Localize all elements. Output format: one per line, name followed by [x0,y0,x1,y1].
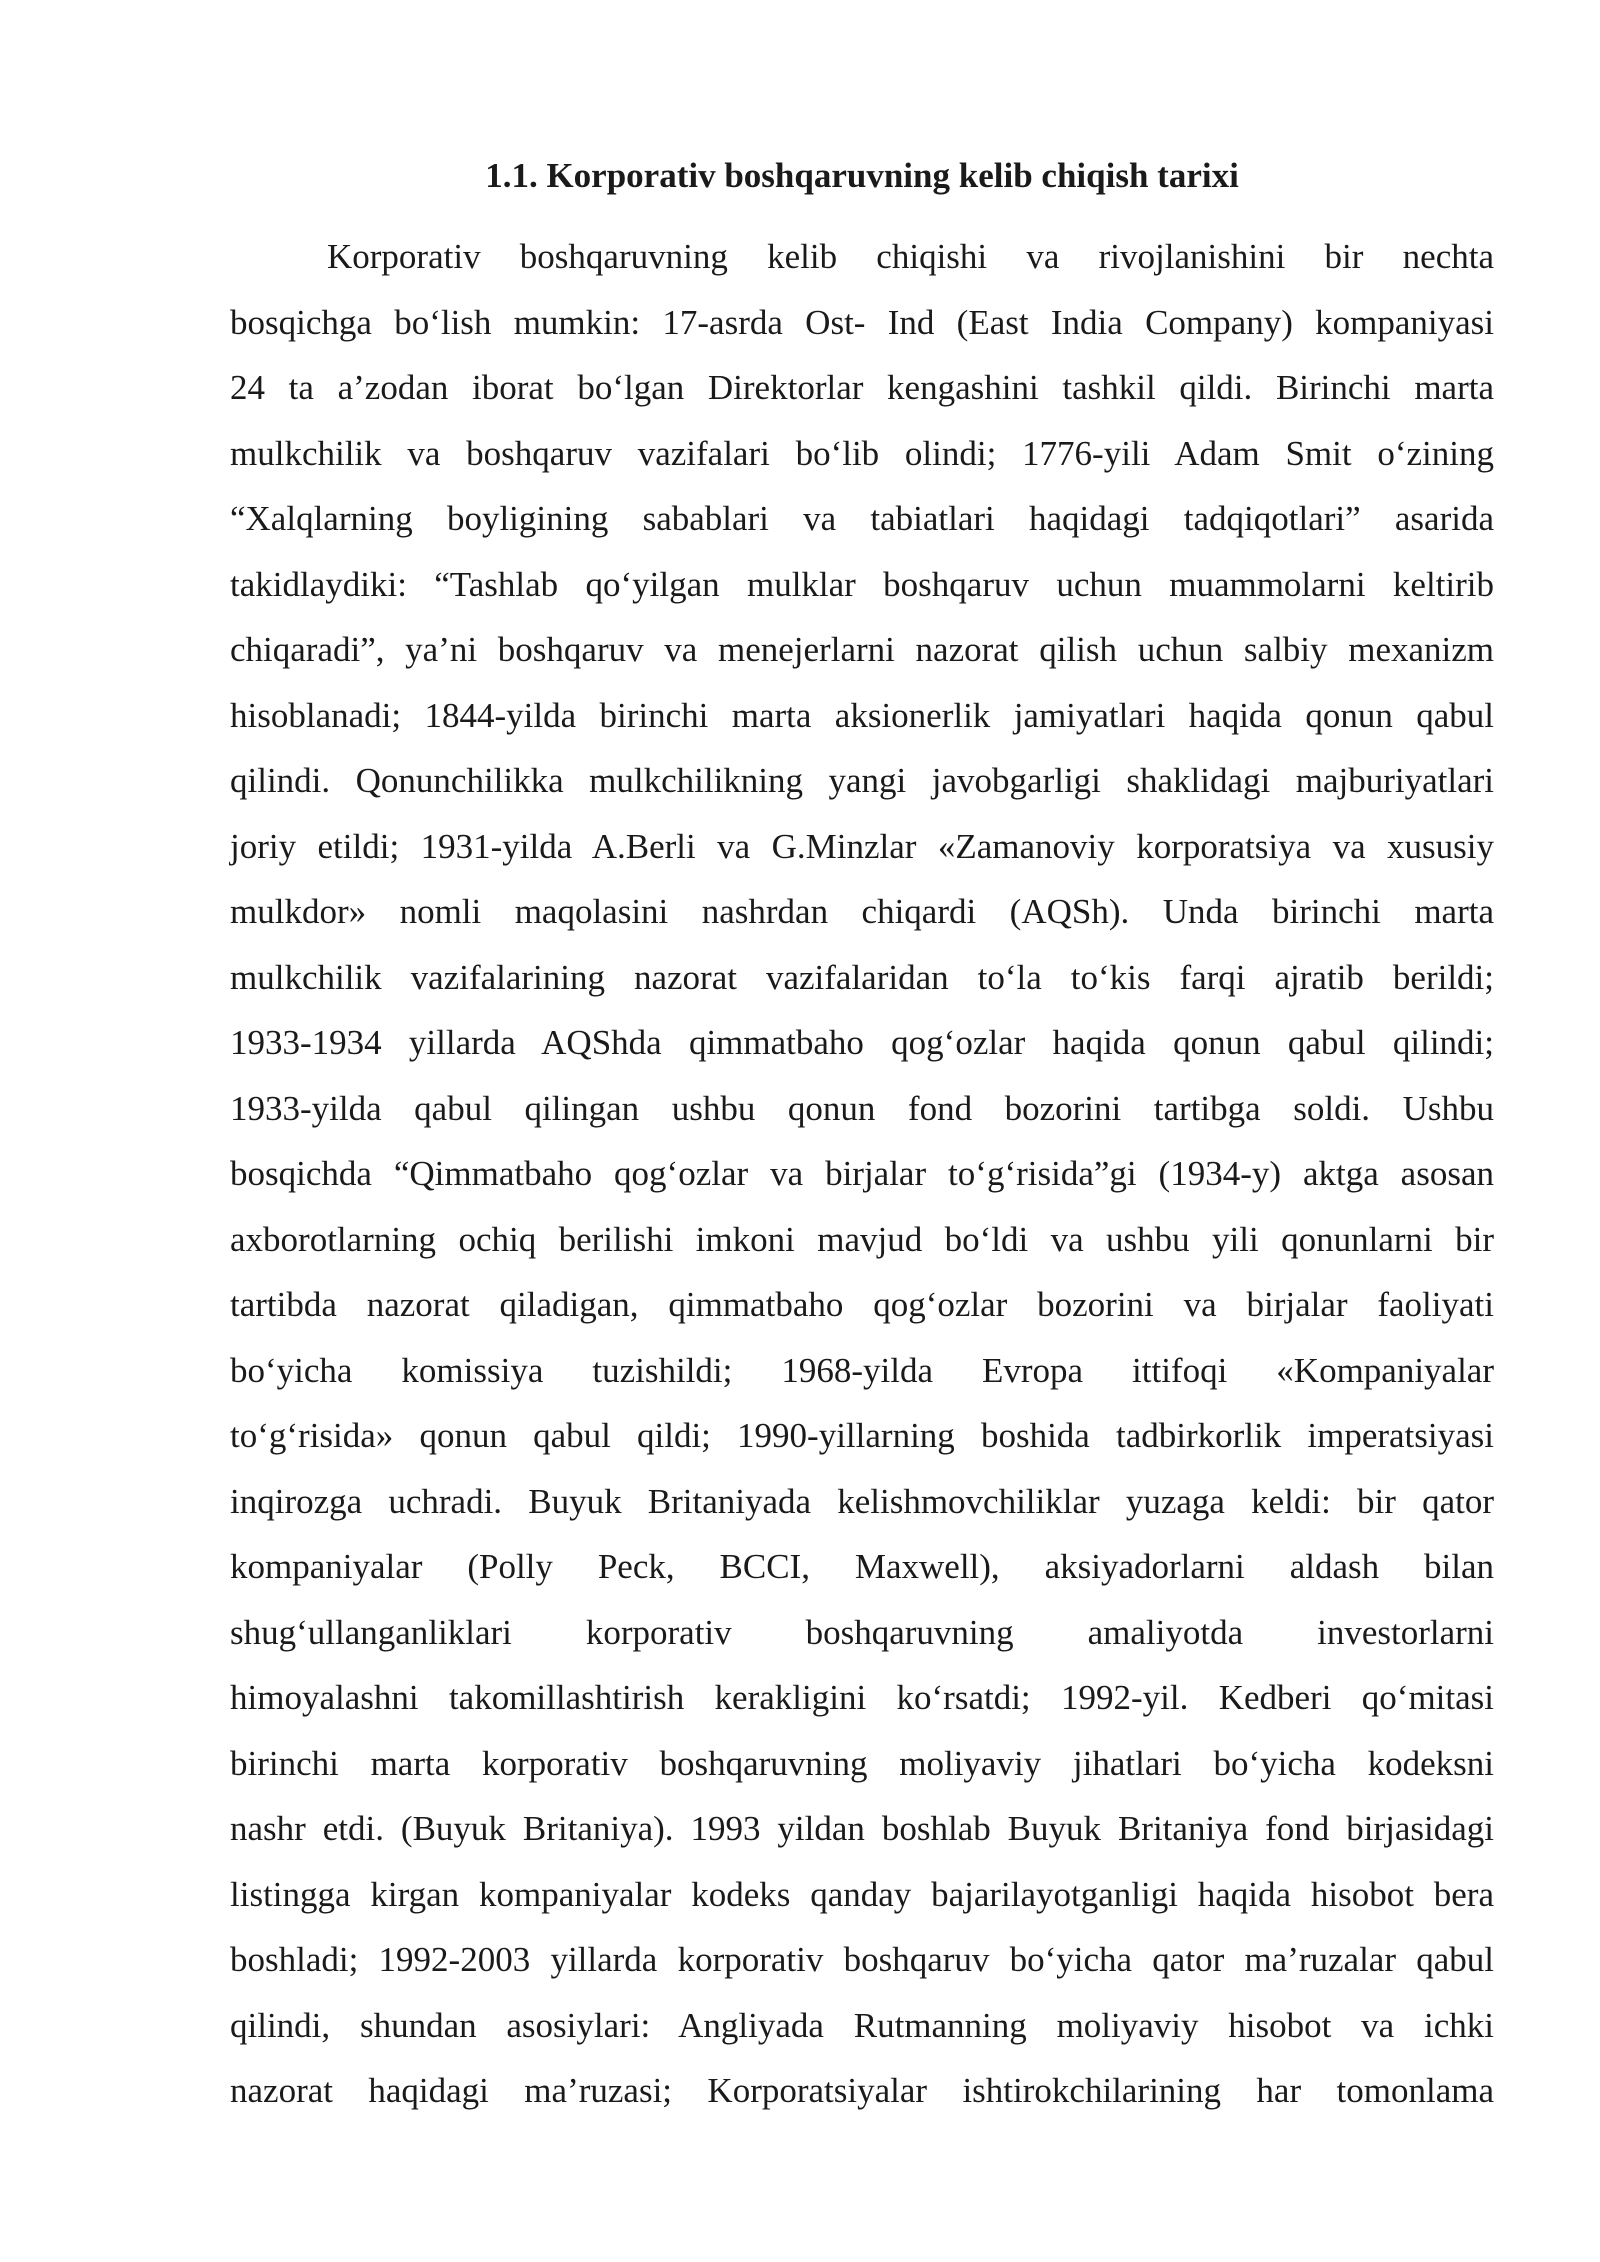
section-heading: 1.1. Korporativ boshqaruvning kelib chiqish tarixi [485,156,1239,195]
paragraph-line: joriy etildi; 1931-yilda A.Berli va G.Minzlar «Zamanoviy korporatsiya va xususiy [230,826,1494,866]
paragraph-line: chiqaradi”, ya’ni boshqaruv va menejerlarni nazorat qilish uchun salbiy mexanizm [230,630,1494,669]
paragraph-line: axborotlarning ochiq berilishi imkoni mavjud bo‘ldi va ushbu yili qonunlarni bir [230,1219,1494,1259]
paragraph-line: listingga kirgan kompaniyalar kodeks qanday bajarilayotganligi haqida hisobot bera [230,1874,1494,1914]
paragraph-line: kompaniyalar (Polly Peck, BCCI, Maxwell), aksiyadorlarni aldash bilan [230,1547,1494,1586]
paragraph-line: 1933-1934 yillarda AQShda qimmatbaho qog‘ozlar haqida qonun qabul qilindi; [230,1023,1494,1062]
document-page [230,150,1494,2124]
paragraph-line: takidlaydiki: “Tashlab qo‘yilgan mulklar boshqaruv uchun muammolarni keltirib [230,564,1494,604]
paragraph-line: nazorat haqidagi ma’ruzasi; Korporatsiyalar ishtirokchilarining har tomonlama [230,2071,1494,2110]
paragraph-line: 24 ta a’zodan iborat bo‘lgan Direktorlar kengashini tashkil qildi. Birinchi marta [230,368,1494,407]
paragraph-line: mulkchilik va boshqaruv vazifalari bo‘lib olindi; 1776-yili Adam Smit o‘zining [230,433,1494,473]
paragraph-line: shug‘ullanganliklari korporativ boshqaruvning amaliyotda investorlarni [230,1612,1494,1652]
paragraph-line: “Xalqlarning boyligining sabablari va tabiatlari haqidagi tadqiqotlari” asarida [230,499,1494,538]
paragraph-line: bo‘yicha komissiya tuzishildi; 1968-yilda Evropa ittifoqi «Kompaniyalar [230,1350,1494,1390]
paragraph-line: himoyalashni takomillashtirish kerakligini ko‘rsatdi; 1992-yil. Kedberi qo‘mitasi [230,1678,1494,1717]
paragraph-line: Korporativ boshqaruvning kelib chiqishi va rivojlanishini bir nechta [327,237,1494,276]
paragraph-line: hisoblanadi; 1844-yilda birinchi marta aksionerlik jamiyatlari haqida qonun qabul [230,695,1494,735]
paragraph-line: nashr etdi. (Buyuk Britaniya). 1993 yildan boshlab Buyuk Britaniya fond birjasidagi [230,1809,1494,1848]
paragraph-line: boshladi; 1992-2003 yillarda korporativ boshqaruv bo‘yicha qator ma’ruzalar qabul [230,1940,1494,1979]
paragraph-line: qilindi. Qonunchilikka mulkchilikning yangi javobgarligi shaklidagi majburiyatlari [230,761,1494,800]
paragraph-line: to‘g‘risida» qonun qabul qildi; 1990-yillarning boshida tadbirkorlik imperatsiyasi [230,1416,1494,1455]
paragraph-line: tartibda nazorat qiladigan, qimmatbaho qog‘ozlar bozorini va birjalar faoliyati [230,1285,1494,1324]
paragraph-line: bosqichga bo‘lish mumkin: 17-asrda Ost- Ind (East India Company) kompaniyasi [230,302,1494,342]
paragraph-line: birinchi marta korporativ boshqaruvning moliyaviy jihatlari bo‘yicha kodeksni [230,1743,1494,1783]
paragraph-line: qilindi, shundan asosiylari: Angliyada Rutmanning moliyaviy hisobot va ichki [230,2005,1494,2045]
paragraph-line: mulkchilik vazifalarining nazorat vazifalaridan to‘la to‘kis farqi ajratib berildi; [230,957,1494,997]
paragraph-line: bosqichda “Qimmatbaho qog‘ozlar va birjalar to‘g‘risida”gi (1934-y) aktga asosan [230,1154,1494,1193]
paragraph-line: 1933-yilda qabul qilingan ushbu qonun fond bozorini tartibga soldi. Ushbu [230,1088,1494,1128]
paragraph-line: mulkdor» nomli maqolasini nashrdan chiqardi (AQSh). Unda birinchi marta [230,892,1494,931]
paragraph-line: inqirozga uchradi. Buyuk Britaniyada kelishmovchiliklar yuzaga keldi: bir qator [230,1481,1494,1521]
body-paragraph [230,224,1494,2124]
